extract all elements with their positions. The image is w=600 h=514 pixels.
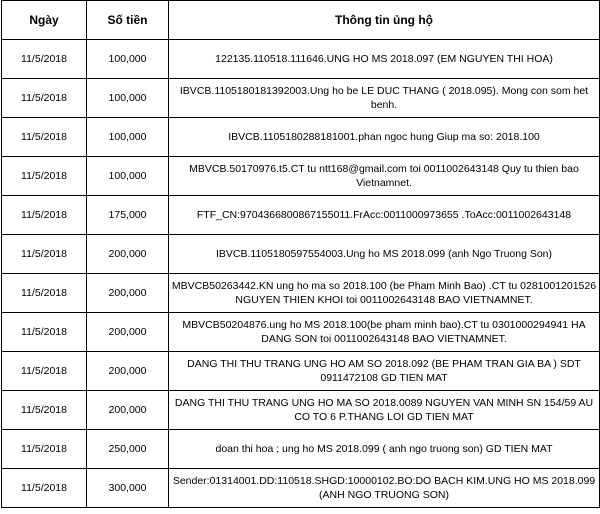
table-row bbox=[2, 40, 600, 79]
table-row bbox=[2, 352, 600, 391]
cell-amount: 300,000 bbox=[87, 469, 169, 508]
cell-info: doan thi hoa ; ung ho MS 2018.099 ( anh ngo truong son) GD TIEN MAT bbox=[169, 430, 600, 469]
cell-date: 11/5/2018 bbox=[2, 79, 87, 118]
header-info: Thông tin ủng hộ bbox=[169, 1, 600, 40]
table-row bbox=[2, 196, 600, 235]
table-row bbox=[2, 469, 600, 508]
cell-amount: 100,000 bbox=[87, 40, 169, 79]
table-body bbox=[2, 40, 600, 508]
cell-amount: 100,000 bbox=[87, 79, 169, 118]
cell-info: IBVCB.1105180288181001.phan ngoc hung Giup ma so: 2018.100 bbox=[169, 118, 600, 157]
cell-date: 11/5/2018 bbox=[2, 196, 87, 235]
cell-amount: 200,000 bbox=[87, 391, 169, 430]
cell-amount: 100,000 bbox=[87, 157, 169, 196]
cell-amount: 200,000 bbox=[87, 274, 169, 313]
cell-date: 11/5/2018 bbox=[2, 352, 87, 391]
cell-amount: 250,000 bbox=[87, 430, 169, 469]
cell-date: 11/5/2018 bbox=[2, 274, 87, 313]
table-row bbox=[2, 391, 600, 430]
table-row bbox=[2, 79, 600, 118]
cell-info: FTF_CN:9704366800867155011.FrAcc:0011000973655 .ToAcc:0011002643148 bbox=[169, 196, 600, 235]
cell-amount: 175,000 bbox=[87, 196, 169, 235]
cell-info: DANG THI THU TRANG UNG HO MA SO 2018.0089 NGUYEN VAN MINH SN 154/59 AU CO TO 6 P.THANG LOI GD TIEN MAT bbox=[169, 391, 600, 430]
cell-date: 11/5/2018 bbox=[2, 118, 87, 157]
donation-table bbox=[1, 0, 600, 508]
cell-date: 11/5/2018 bbox=[2, 40, 87, 79]
table-row bbox=[2, 157, 600, 196]
cell-info: MBVCB.50170976.t5.CT tu ntt168@gmail.com toi 0011002643148 Quy tu thien bao Vietnamnet. bbox=[169, 157, 600, 196]
table-row bbox=[2, 313, 600, 352]
cell-info: MBVCB50263442.KN ung ho ma so 2018.100 (be Pham Minh Bao) .CT tu 0281001201526 NGUYEN THIEN KHOI toi 0011002643148 BAO VIETNAMNET. bbox=[169, 274, 600, 313]
cell-amount: 100,000 bbox=[87, 118, 169, 157]
cell-date: 11/5/2018 bbox=[2, 157, 87, 196]
cell-info: DANG THI THU TRANG UNG HO AM SO 2018.092 (BE PHAM TRAN GIA BA ) SDT 0911472108 GD TIEN MAT bbox=[169, 352, 600, 391]
header-amount: Số tiền bbox=[87, 1, 169, 40]
cell-amount: 200,000 bbox=[87, 352, 169, 391]
table-row bbox=[2, 274, 600, 313]
table-row bbox=[2, 430, 600, 469]
cell-amount: 200,000 bbox=[87, 313, 169, 352]
cell-date: 11/5/2018 bbox=[2, 235, 87, 274]
cell-info: IBVCB.1105180597554003.Ung ho MS 2018.099 (anh Ngo Truong Son) bbox=[169, 235, 600, 274]
header-date: Ngày bbox=[2, 1, 87, 40]
cell-info: Sender:01314001.DD:110518.SHGD:10000102.BO:DO BACH KIM.UNG HO MS 2018.099 (ANH NGO TRUONG SON) bbox=[169, 469, 600, 508]
cell-amount: 200,000 bbox=[87, 235, 169, 274]
cell-date: 11/5/2018 bbox=[2, 469, 87, 508]
cell-date: 11/5/2018 bbox=[2, 391, 87, 430]
cell-info: 122135.110518.111646.UNG HO MS 2018.097 (EM NGUYEN THI HOA) bbox=[169, 40, 600, 79]
cell-info: MBVCB50204876.ung ho MS 2018.100(be pham minh bao).CT tu 0301000294941 HA DANG SON toi 0011002643148 BAO VIETNAMNET. bbox=[169, 313, 600, 352]
table-header bbox=[2, 1, 600, 40]
cell-date: 11/5/2018 bbox=[2, 313, 87, 352]
cell-info: IBVCB.1105180181392003.Ung ho be LE DUC THANG ( 2018.095). Mong con som het benh. bbox=[169, 79, 600, 118]
table-row bbox=[2, 235, 600, 274]
cell-date: 11/5/2018 bbox=[2, 430, 87, 469]
header-row bbox=[2, 1, 600, 40]
table-row bbox=[2, 118, 600, 157]
